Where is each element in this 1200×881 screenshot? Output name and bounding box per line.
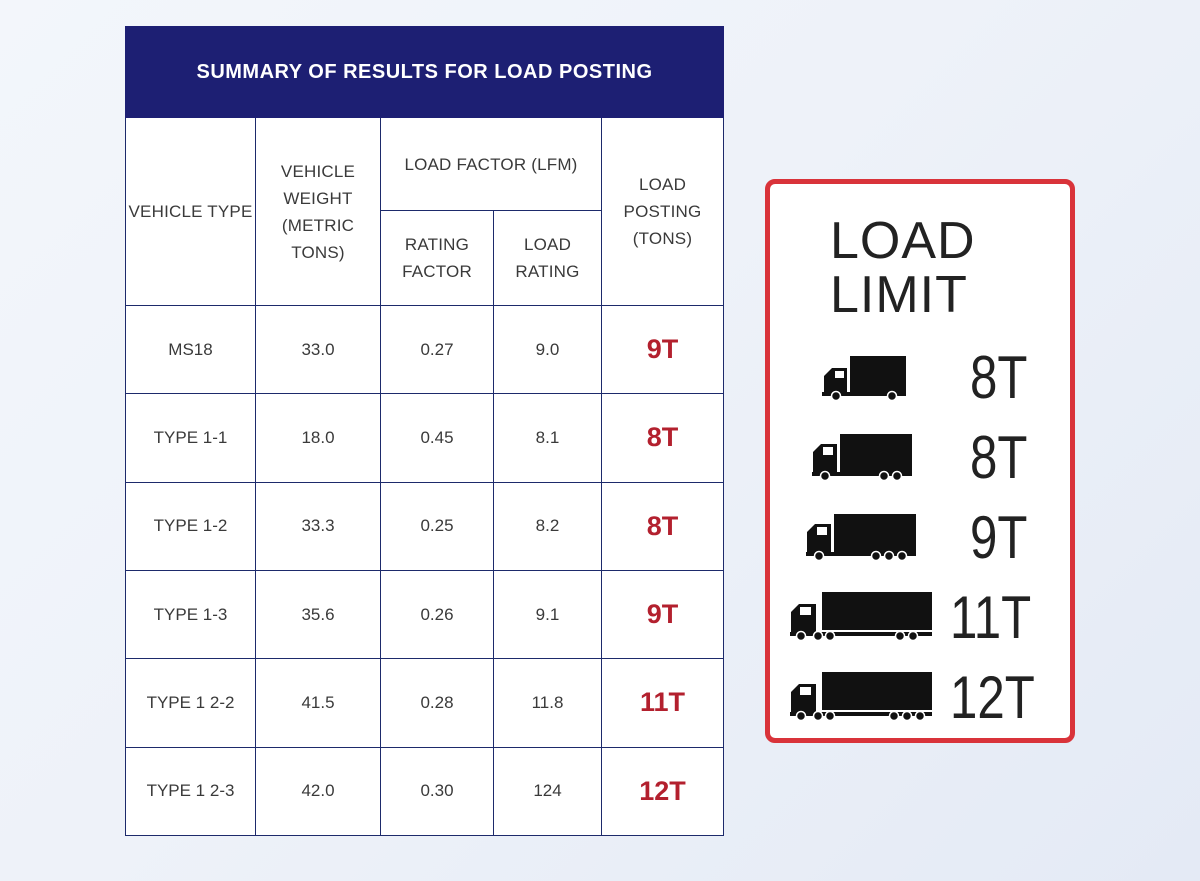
vehicle-weight-cell: 33.0 <box>256 306 381 394</box>
load-posting-cell: 9T <box>602 570 724 658</box>
vehicle-weight-cell: 33.3 <box>256 482 381 570</box>
load-limit-value: 8T <box>970 344 1028 411</box>
vehicle-weight-cell: 35.6 <box>256 570 381 658</box>
long-semi-truck-icon <box>788 670 934 722</box>
load-limit-value: 12T <box>950 664 1035 731</box>
load-posting-cell: 8T <box>602 394 724 482</box>
rating-factor-cell: 0.27 <box>381 306 494 394</box>
load-rating-cell: 11.8 <box>494 659 602 747</box>
header-load-rating: LOAD RATING <box>494 211 602 306</box>
load-limit-value: 8T <box>970 424 1028 491</box>
load-limit-row <box>770 418 1070 498</box>
header-load-factor: LOAD FACTOR (LFM) <box>381 118 602 211</box>
two-axle-truck-icon <box>810 432 914 482</box>
load-rating-cell: 8.2 <box>494 482 602 570</box>
load-limit-row <box>770 578 1070 658</box>
load-posting-cell: 12T <box>602 747 724 835</box>
rating-factor-cell: 0.26 <box>381 570 494 658</box>
vehicle-weight-cell: 18.0 <box>256 394 381 482</box>
table-row <box>126 394 724 482</box>
vehicle-type-cell: TYPE 1-2 <box>126 482 256 570</box>
rating-factor-cell: 0.30 <box>381 747 494 835</box>
header-rating-factor: RATING FACTOR <box>381 211 494 306</box>
table-title: SUMMARY OF RESULTS FOR LOAD POSTING <box>126 27 724 118</box>
load-rating-cell: 8.1 <box>494 394 602 482</box>
load-limit-row <box>770 498 1070 578</box>
vehicle-weight-cell: 41.5 <box>256 659 381 747</box>
table-row <box>126 747 724 835</box>
table-row <box>126 482 724 570</box>
load-posting-cell: 11T <box>602 659 724 747</box>
table-row <box>126 570 724 658</box>
load-rating-cell: 9.0 <box>494 306 602 394</box>
three-axle-truck-icon <box>804 512 918 562</box>
vehicle-type-cell: TYPE 1 2-2 <box>126 659 256 747</box>
load-limit-value: 11T <box>950 584 1032 651</box>
load-rating-cell: 124 <box>494 747 602 835</box>
vehicle-type-cell: TYPE 1-1 <box>126 394 256 482</box>
vehicle-type-cell: TYPE 1 2-3 <box>126 747 256 835</box>
header-vehicle-type: VEHICLE TYPE <box>126 118 256 306</box>
rating-factor-cell: 0.25 <box>381 482 494 570</box>
load-posting-cell: 8T <box>602 482 724 570</box>
header-vehicle-weight: VEHICLE WEIGHT (METRIC TONS) <box>256 118 381 306</box>
small-truck-icon <box>820 354 908 402</box>
vehicle-type-cell: TYPE 1-3 <box>126 570 256 658</box>
load-posting-cell: 9T <box>602 306 724 394</box>
rating-factor-cell: 0.45 <box>381 394 494 482</box>
load-limit-row <box>770 658 1070 738</box>
load-limit-row <box>770 338 1070 418</box>
vehicle-weight-cell: 42.0 <box>256 747 381 835</box>
table-row <box>126 659 724 747</box>
table-row <box>126 306 724 394</box>
header-load-posting: LOAD POSTING (TONS) <box>602 118 724 306</box>
load-posting-summary-table <box>125 26 724 836</box>
load-rating-cell: 9.1 <box>494 570 602 658</box>
load-limit-value: 9T <box>970 504 1028 571</box>
sign-title-line2: LIMIT <box>830 266 968 324</box>
load-limit-sign <box>765 179 1075 743</box>
rating-factor-cell: 0.28 <box>381 659 494 747</box>
sign-title-line1: LOAD <box>830 212 976 270</box>
vehicle-type-cell: MS18 <box>126 306 256 394</box>
semi-truck-icon <box>788 590 934 642</box>
